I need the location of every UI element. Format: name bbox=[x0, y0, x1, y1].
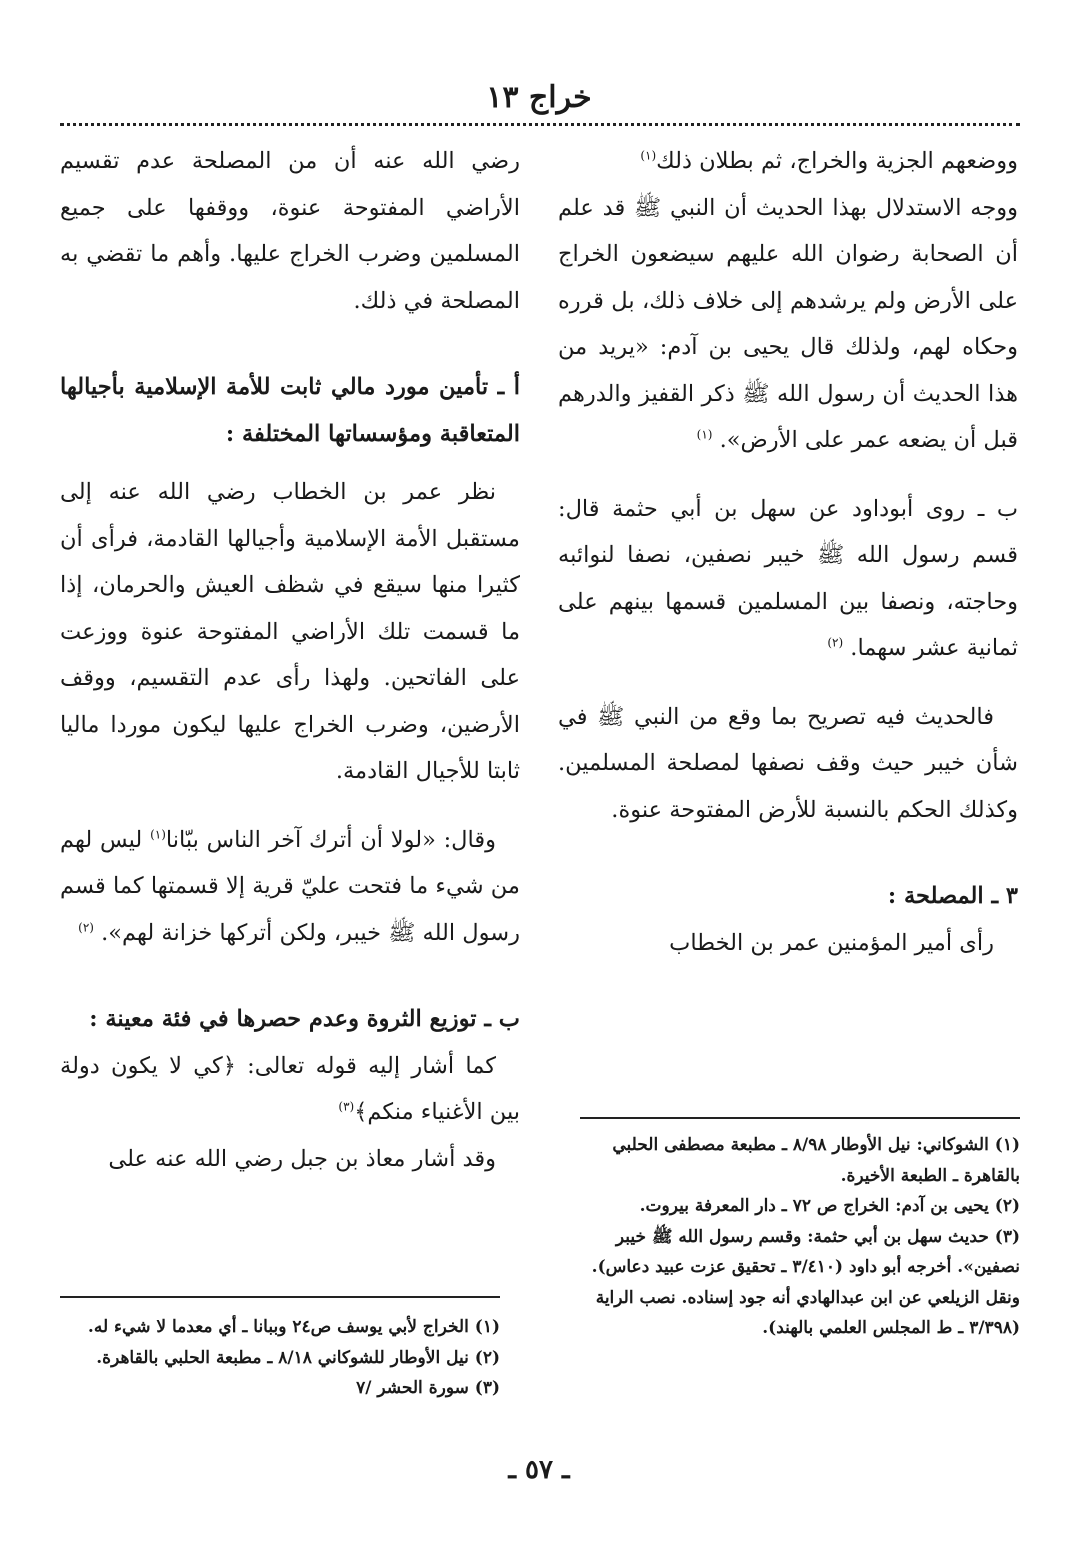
footnote: (١) الشوكاني: نيل الأوطار ٨/٩٨ ـ مطبعة مصطفى الحلبي بالقاهرة ـ الطبعة الأخيرة. bbox=[612, 1135, 1020, 1186]
footnote: (١) الخراج لأبي يوسف ص٢٤ وببانا ـ أي معدما لا شيء له. bbox=[87, 1317, 500, 1337]
footnote: (٢) يحيى بن آدم: الخراج ص ٧٢ ـ دار المعرفة بيروت. bbox=[639, 1196, 1020, 1216]
paragraph: رضي الله عنه أن من المصلحة عدم تقسيم الأراضي المفتوحة عنوة، ووقفها على جميع المسلمين وضرب الخراج عليها. وأهم ما تقضي به المصلحة في ذلك. bbox=[60, 148, 520, 314]
footnote: (٢) نيل الأوطار للشوكاني ٨/١٨ ـ مطبعة الحلبي بالقاهرة. bbox=[96, 1347, 500, 1368]
paragraph: فالحديث فيه تصريح بما وقع من النبي ﷺ في شأن خيبر حيث وقف نصفها لمصلحة المسلمين. وكذلك الحكم بالنسبة للأرض المفتوحة عنوة. bbox=[558, 703, 1018, 823]
running-header: خراج ١٣ bbox=[486, 80, 592, 115]
paragraph: وقد أشار معاذ بن جبل رضي الله عنه على bbox=[108, 1145, 496, 1172]
paragraph: ووجه الاستدلال بهذا الحديث أن النبي ﷺ قد علم أن الصحابة رضوان الله عليهم سيضعون الخراج على الأرض ولم يرشدهم إلى خلاف ذلك، بل قرره وحكاه لهم، ولذلك قال يحيى بن آدم: «يريد من هذا الحديث أن رسول الله ﷺ ذكر القفيز والدرهم قبل أن يضعه عمر على الأرض». $^{(١)}$ bbox=[558, 194, 1018, 453]
paragraph: وقال: «لولا أن أترك آخر الناس ببّانا$^{(١)}$ ليس لهم من شيء ما فتحت عليّ قرية إلا قسمتها كما قسم رسول الله ﷺ خيبر، ولكن أتركها خزانة لهم». $^{(٢)}$ bbox=[60, 826, 520, 946]
footnote: (٣) سورة الحشر /٧ bbox=[356, 1378, 500, 1398]
footnotes-left bbox=[60, 1312, 500, 1404]
footnote-divider bbox=[60, 1296, 500, 1298]
footnote-ref[interactable]: (٢) bbox=[78, 920, 94, 934]
footnote-ref[interactable]: (١) bbox=[696, 427, 713, 442]
page-number: ـ ٥٧ ـ bbox=[508, 1455, 570, 1485]
footnote-divider bbox=[580, 1117, 1020, 1119]
paragraph: ووضعهم الجزية والخراج، ثم بطلان ذلك$^{(١)}$ bbox=[640, 148, 1018, 174]
subheading-b: ب ـ توزيع الثروة وعدم حصرها في فئة معينة : bbox=[89, 1006, 520, 1032]
right-column bbox=[558, 138, 1018, 966]
footnotes-right bbox=[580, 1130, 1020, 1344]
left-column bbox=[60, 138, 520, 1182]
subheading-a: أ ـ تأمين مورد مالي ثابت للأمة الإسلامية بأجيالها المتعاقبة ومؤسساتها المختلفة : bbox=[60, 374, 520, 447]
paragraph: ب ـ روى أبوداود عن سهل بن أبي حثمة قال: قسم رسول الله ﷺ خيبر نصفين، نصفا لنوائبه وحاجته، ونصفا بين المسلمين قسمها بينهم على ثمانية عشر سهما. $^{(٢)}$ bbox=[558, 495, 1018, 661]
footnote-ref[interactable]: (١) bbox=[150, 827, 166, 841]
footnote: (٣) حديث سهل بن أبي حثمة: وقسم رسول الله ﷺ خيبر نصفين». أخرجه أبو داود (٣/٤١٠ ـ تحقيق عزت عبيد دعاس). ونقل الزيلعي عن ابن عبدالهادي أنه جود إسناده. نصب الراية (٣/٣٩٨ ـ ط المجلس العلمي بالهند). bbox=[591, 1226, 1020, 1338]
header-dotted-rule bbox=[60, 123, 1020, 126]
paragraph: رأى أمير المؤمنين عمر بن الخطاب bbox=[669, 929, 994, 956]
footnote-ref[interactable]: (١) bbox=[640, 148, 657, 163]
footnote-ref[interactable]: (٢) bbox=[827, 635, 844, 650]
section-heading: ٣ ـ المصلحة : bbox=[887, 883, 1018, 909]
paragraph: كما أشار إليه قوله تعالى: ﴿كي لا يكون دولة بين الأغنياء منكم﴾$^{(٣)}$ bbox=[60, 1052, 520, 1125]
paragraph: نظر عمر بن الخطاب رضي الله عنه إلى مستقبل الأمة الإسلامية وأجيالها القادمة، فرأى أن كثيرا منها سيقع في شظف العيش والحرمان، إذا ما قسمت تلك الأراضي المفتوحة عنوة ووزعت على الفاتحين. ولهذا رأى عدم التقسيم، ووقف الأرضين، وضرب الخراج عليها ليكون موردا ماليا ثابتا للأجيال القادمة. bbox=[60, 479, 520, 784]
footnote-ref[interactable]: (٣) bbox=[338, 1099, 355, 1114]
